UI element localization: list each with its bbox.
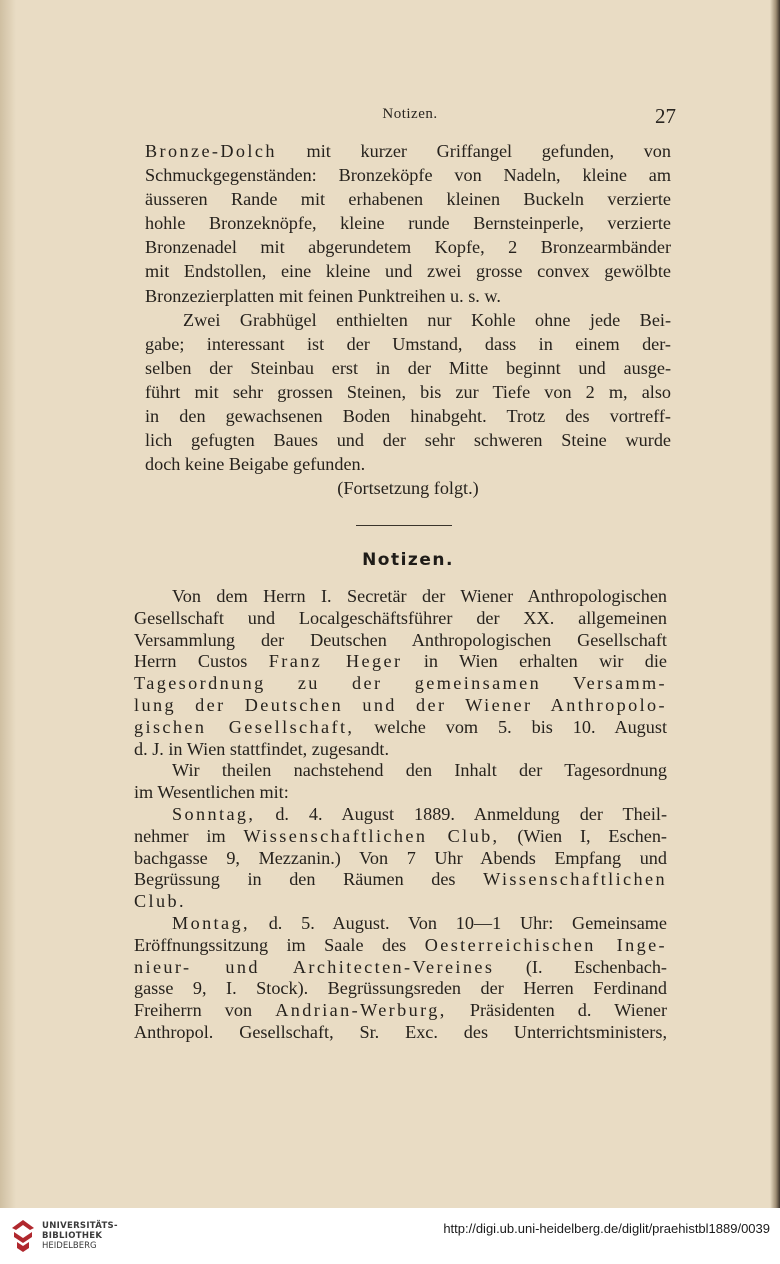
text-line: Schmuckgegenständen: Bronzeköpfe von Nadeln, kleine am: [145, 165, 671, 186]
text-line: mit Endstollen, eine kleine und zwei grosse convex gewölbte: [145, 261, 671, 282]
text-line: lung der Deutschen und der Wiener Anthropolo-: [134, 694, 667, 715]
continuation-note: (Fortsetzung folgt.): [337, 478, 479, 499]
text-line: im Wesentlichen mit:: [134, 782, 289, 803]
section-heading: Notizen.: [362, 550, 454, 570]
text-line: Montag, d. 5. August. Von 10—1 Uhr: Gemeinsame: [172, 912, 667, 933]
text-line: Wir theilen nachstehend den Inhalt der Tagesordnung: [172, 760, 667, 781]
text-line: Bronzezierplatten mit feinen Punktreihen u. s. w.: [145, 285, 501, 306]
page-edge-shadow-right: [770, 0, 780, 1208]
text-line: Begrüssung in den Räumen des Wissenschaftlichen: [134, 869, 667, 890]
text-line: Von dem Herrn I. Secretär der Wiener Anthropologischen: [172, 586, 667, 606]
text-line: nieur- und Architecten-Vereines (I. Eschenbach-: [134, 956, 667, 977]
text-line: lich gefugten Baues und der sehr schweren Steine wurde: [145, 430, 671, 451]
library-name-line: HEIDELBERG: [42, 1241, 97, 1251]
page-header: [144, 104, 676, 132]
text-line: Bronze-Dolch mit kurzer Griffangel gefunden, von: [145, 141, 671, 161]
text-line: hohle Bronzeknöpfe, kleine runde Bernsteinperle, verzierte: [145, 213, 671, 234]
text-line: gabe; interessant ist der Umstand, dass in einem der-: [145, 333, 671, 354]
library-name-line: BIBLIOTHEK: [42, 1231, 103, 1241]
university-logo-icon[interactable]: [8, 1218, 38, 1254]
text-line: selben der Steinbau erst in der Mitte beginnt und ausge-: [145, 357, 671, 378]
text-line: Gesellschaft und Localgeschäftsführer der XX. allgemeinen: [134, 607, 667, 628]
text-line: Eröffnungssitzung im Saale des Oesterreichischen Inge-: [134, 934, 667, 955]
text-line: Sonntag, d. 4. August 1889. Anmeldung der Theil-: [172, 803, 667, 824]
text-line: Zwei Grabhügel enthielten nur Kohle ohne jede Bei-: [183, 309, 671, 330]
section-divider: [356, 525, 452, 526]
text-line: Anthropol. Gesellschaft, Sr. Exc. des Unterrichtsministers,: [134, 1021, 667, 1042]
running-head: Notizen.: [382, 106, 438, 122]
text-line: d. J. in Wien stattfindet, zugesandt.: [134, 738, 390, 759]
page-number: 27: [655, 104, 676, 128]
page-edge-shadow-left: [0, 0, 16, 1208]
notizen-body: [134, 586, 667, 1044]
text-line: gasse 9, I. Stock). Begrüssungsreden der Herren Ferdinand: [134, 978, 667, 999]
text-line: doch keine Beigabe gefunden.: [145, 454, 366, 475]
text-line: nehmer im Wissenschaftlichen Club, (Wien I, Eschen-: [134, 825, 667, 846]
viewer-footer: [0, 1208, 780, 1264]
library-name-line: UNIVERSITÄTS-: [42, 1221, 118, 1231]
article-continuation: [145, 139, 671, 500]
text-line: führt mit sehr grossen Steinen, bis zur Tiefe von 2 m, also: [145, 381, 671, 402]
text-line: Bronzenadel mit abgerundetem Kopfe, 2 Bronzearmbänder: [145, 237, 671, 258]
text-line: bachgasse 9, Mezzanin.) Von 7 Uhr Abends Empfang und: [134, 847, 667, 868]
text-line: gischen Gesellschaft, welche vom 5. bis 10. August: [134, 716, 667, 737]
text-line: Tagesordnung zu der gemeinsamen Versamm-: [134, 673, 667, 694]
text-line: Herrn Custos Franz Heger in Wien erhalten wir die: [134, 651, 668, 672]
text-line: Freiherrn von Andrian-Werburg, Präsidenten d. Wiener: [134, 1000, 668, 1021]
text-line: äusseren Rande mit erhabenen kleinen Buckeln verzierte: [145, 189, 671, 210]
text-line: Versammlung der Deutschen Anthropologischen Gesellschaft: [134, 629, 667, 650]
text-line: in den gewachsenen Boden hinabgeht. Trotz des vortreff-: [145, 406, 671, 427]
text-line: Club.: [134, 891, 186, 912]
library-name[interactable]: [42, 1221, 118, 1251]
page-url-link[interactable]: http://digi.ub.uni-heidelberg.de/diglit/praehistbl1889/0039: [443, 1221, 770, 1236]
